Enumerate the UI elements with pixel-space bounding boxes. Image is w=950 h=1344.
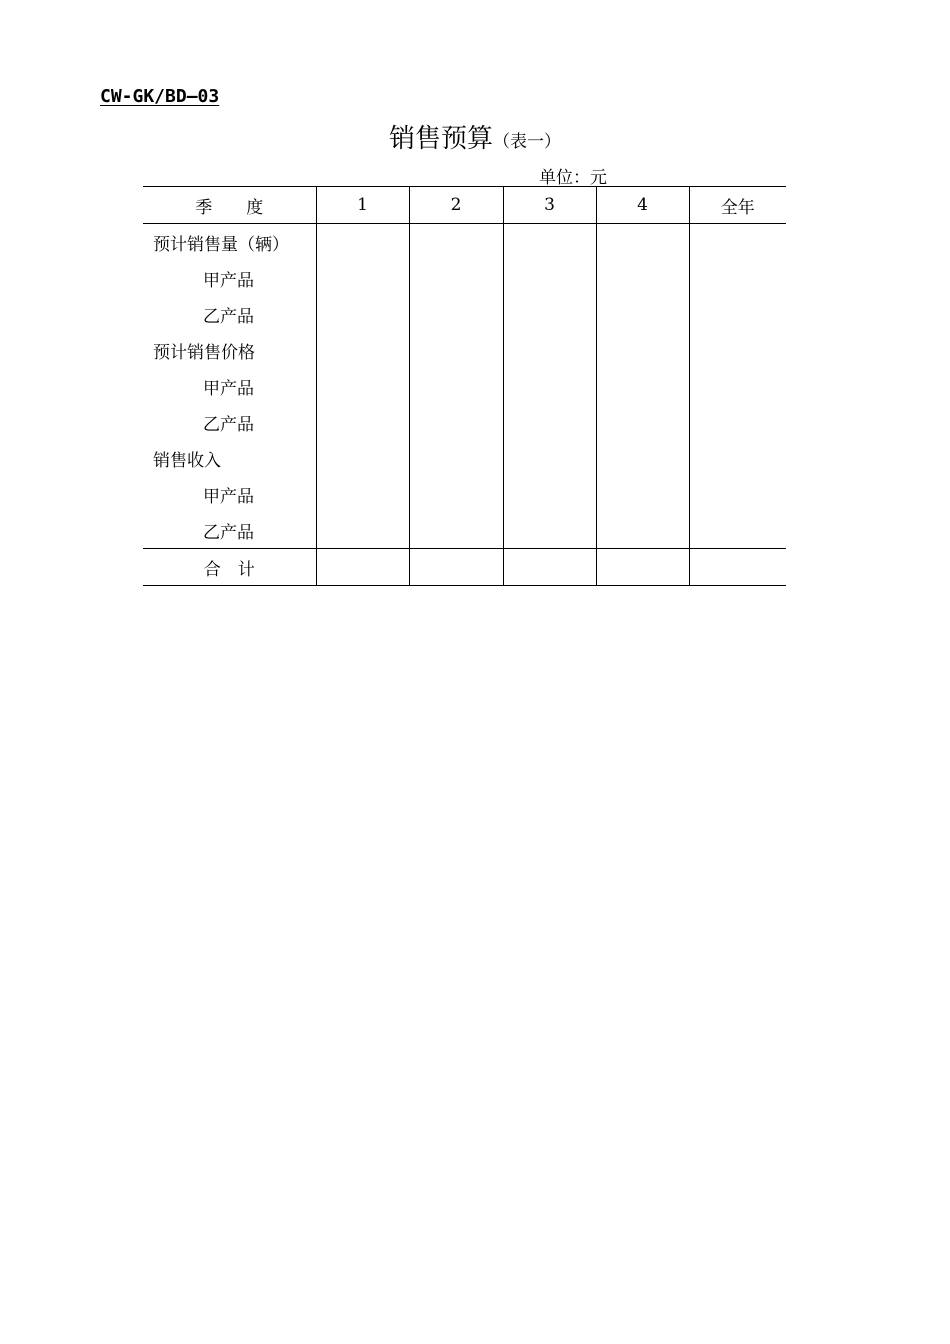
table-cell	[409, 260, 503, 296]
unit-label: 单位：元	[539, 168, 607, 188]
table-cell	[689, 440, 786, 476]
row-label: 乙产品	[203, 414, 254, 435]
table-cell	[316, 368, 409, 404]
table-cell	[316, 224, 409, 261]
table-cell	[503, 296, 596, 332]
table-cell	[596, 368, 689, 404]
table-cell	[689, 260, 786, 296]
table-cell	[596, 404, 689, 440]
table-cell	[409, 368, 503, 404]
table-cell	[689, 549, 786, 586]
table-cell	[316, 296, 409, 332]
table-cell	[503, 368, 596, 404]
table-cell	[316, 332, 409, 368]
header-col-year: 全年	[689, 187, 786, 224]
document-code: CW-GK/BD—03	[100, 86, 220, 107]
table-cell	[689, 512, 786, 549]
table-cell	[409, 476, 503, 512]
table-cell	[503, 549, 596, 586]
row-label: 乙产品	[203, 522, 254, 543]
header-quarter: 季 度	[143, 187, 316, 224]
table-cell	[596, 224, 689, 261]
table-cell	[596, 476, 689, 512]
title-sub: （表一）	[493, 132, 561, 152]
table-cell	[689, 404, 786, 440]
table-cell	[596, 296, 689, 332]
table-cell	[316, 260, 409, 296]
page-title	[0, 118, 950, 155]
row-label: 预计销售量（辆）	[153, 234, 289, 255]
table-row	[143, 440, 786, 476]
header-col-1: 1	[316, 187, 409, 224]
table-row	[143, 368, 786, 404]
table-row	[143, 332, 786, 368]
table-cell	[689, 332, 786, 368]
total-row	[143, 549, 786, 586]
row-label: 甲产品	[203, 270, 254, 291]
table-header-row	[143, 187, 786, 224]
header-col-2: 2	[409, 187, 503, 224]
table-cell	[689, 476, 786, 512]
header-col-4: 4	[596, 187, 689, 224]
total-label: 合 计	[143, 549, 316, 586]
row-label: 预计销售价格	[153, 342, 255, 363]
table-cell	[689, 368, 786, 404]
row-label: 甲产品	[203, 378, 254, 399]
table-cell	[316, 512, 409, 549]
row-label: 销售收入	[153, 450, 221, 471]
table-row	[143, 224, 786, 261]
row-label: 乙产品	[203, 306, 254, 327]
sales-budget-table	[143, 186, 786, 586]
table-cell	[596, 332, 689, 368]
table-cell	[596, 512, 689, 549]
table-row	[143, 260, 786, 296]
table-cell	[689, 296, 786, 332]
table-row	[143, 476, 786, 512]
table-cell	[503, 260, 596, 296]
table-cell	[596, 260, 689, 296]
table-row	[143, 296, 786, 332]
row-label: 甲产品	[203, 486, 254, 507]
table-row	[143, 512, 786, 549]
table-cell	[503, 404, 596, 440]
table-cell	[503, 512, 596, 549]
table-cell	[316, 404, 409, 440]
table-cell	[409, 332, 503, 368]
table-cell	[409, 224, 503, 261]
table-cell	[316, 440, 409, 476]
header-col-3: 3	[503, 187, 596, 224]
table-cell	[596, 549, 689, 586]
table-cell	[316, 476, 409, 512]
table-cell	[409, 549, 503, 586]
table-cell	[316, 549, 409, 586]
table-cell	[503, 332, 596, 368]
table-cell	[503, 440, 596, 476]
table-cell	[409, 404, 503, 440]
table-cell	[409, 440, 503, 476]
title-main: 销售预算	[388, 124, 493, 154]
table-cell	[503, 476, 596, 512]
table-cell	[596, 440, 689, 476]
table-cell	[503, 224, 596, 261]
table-cell	[409, 296, 503, 332]
table-cell	[689, 224, 786, 261]
table-row	[143, 404, 786, 440]
table-cell	[409, 512, 503, 549]
